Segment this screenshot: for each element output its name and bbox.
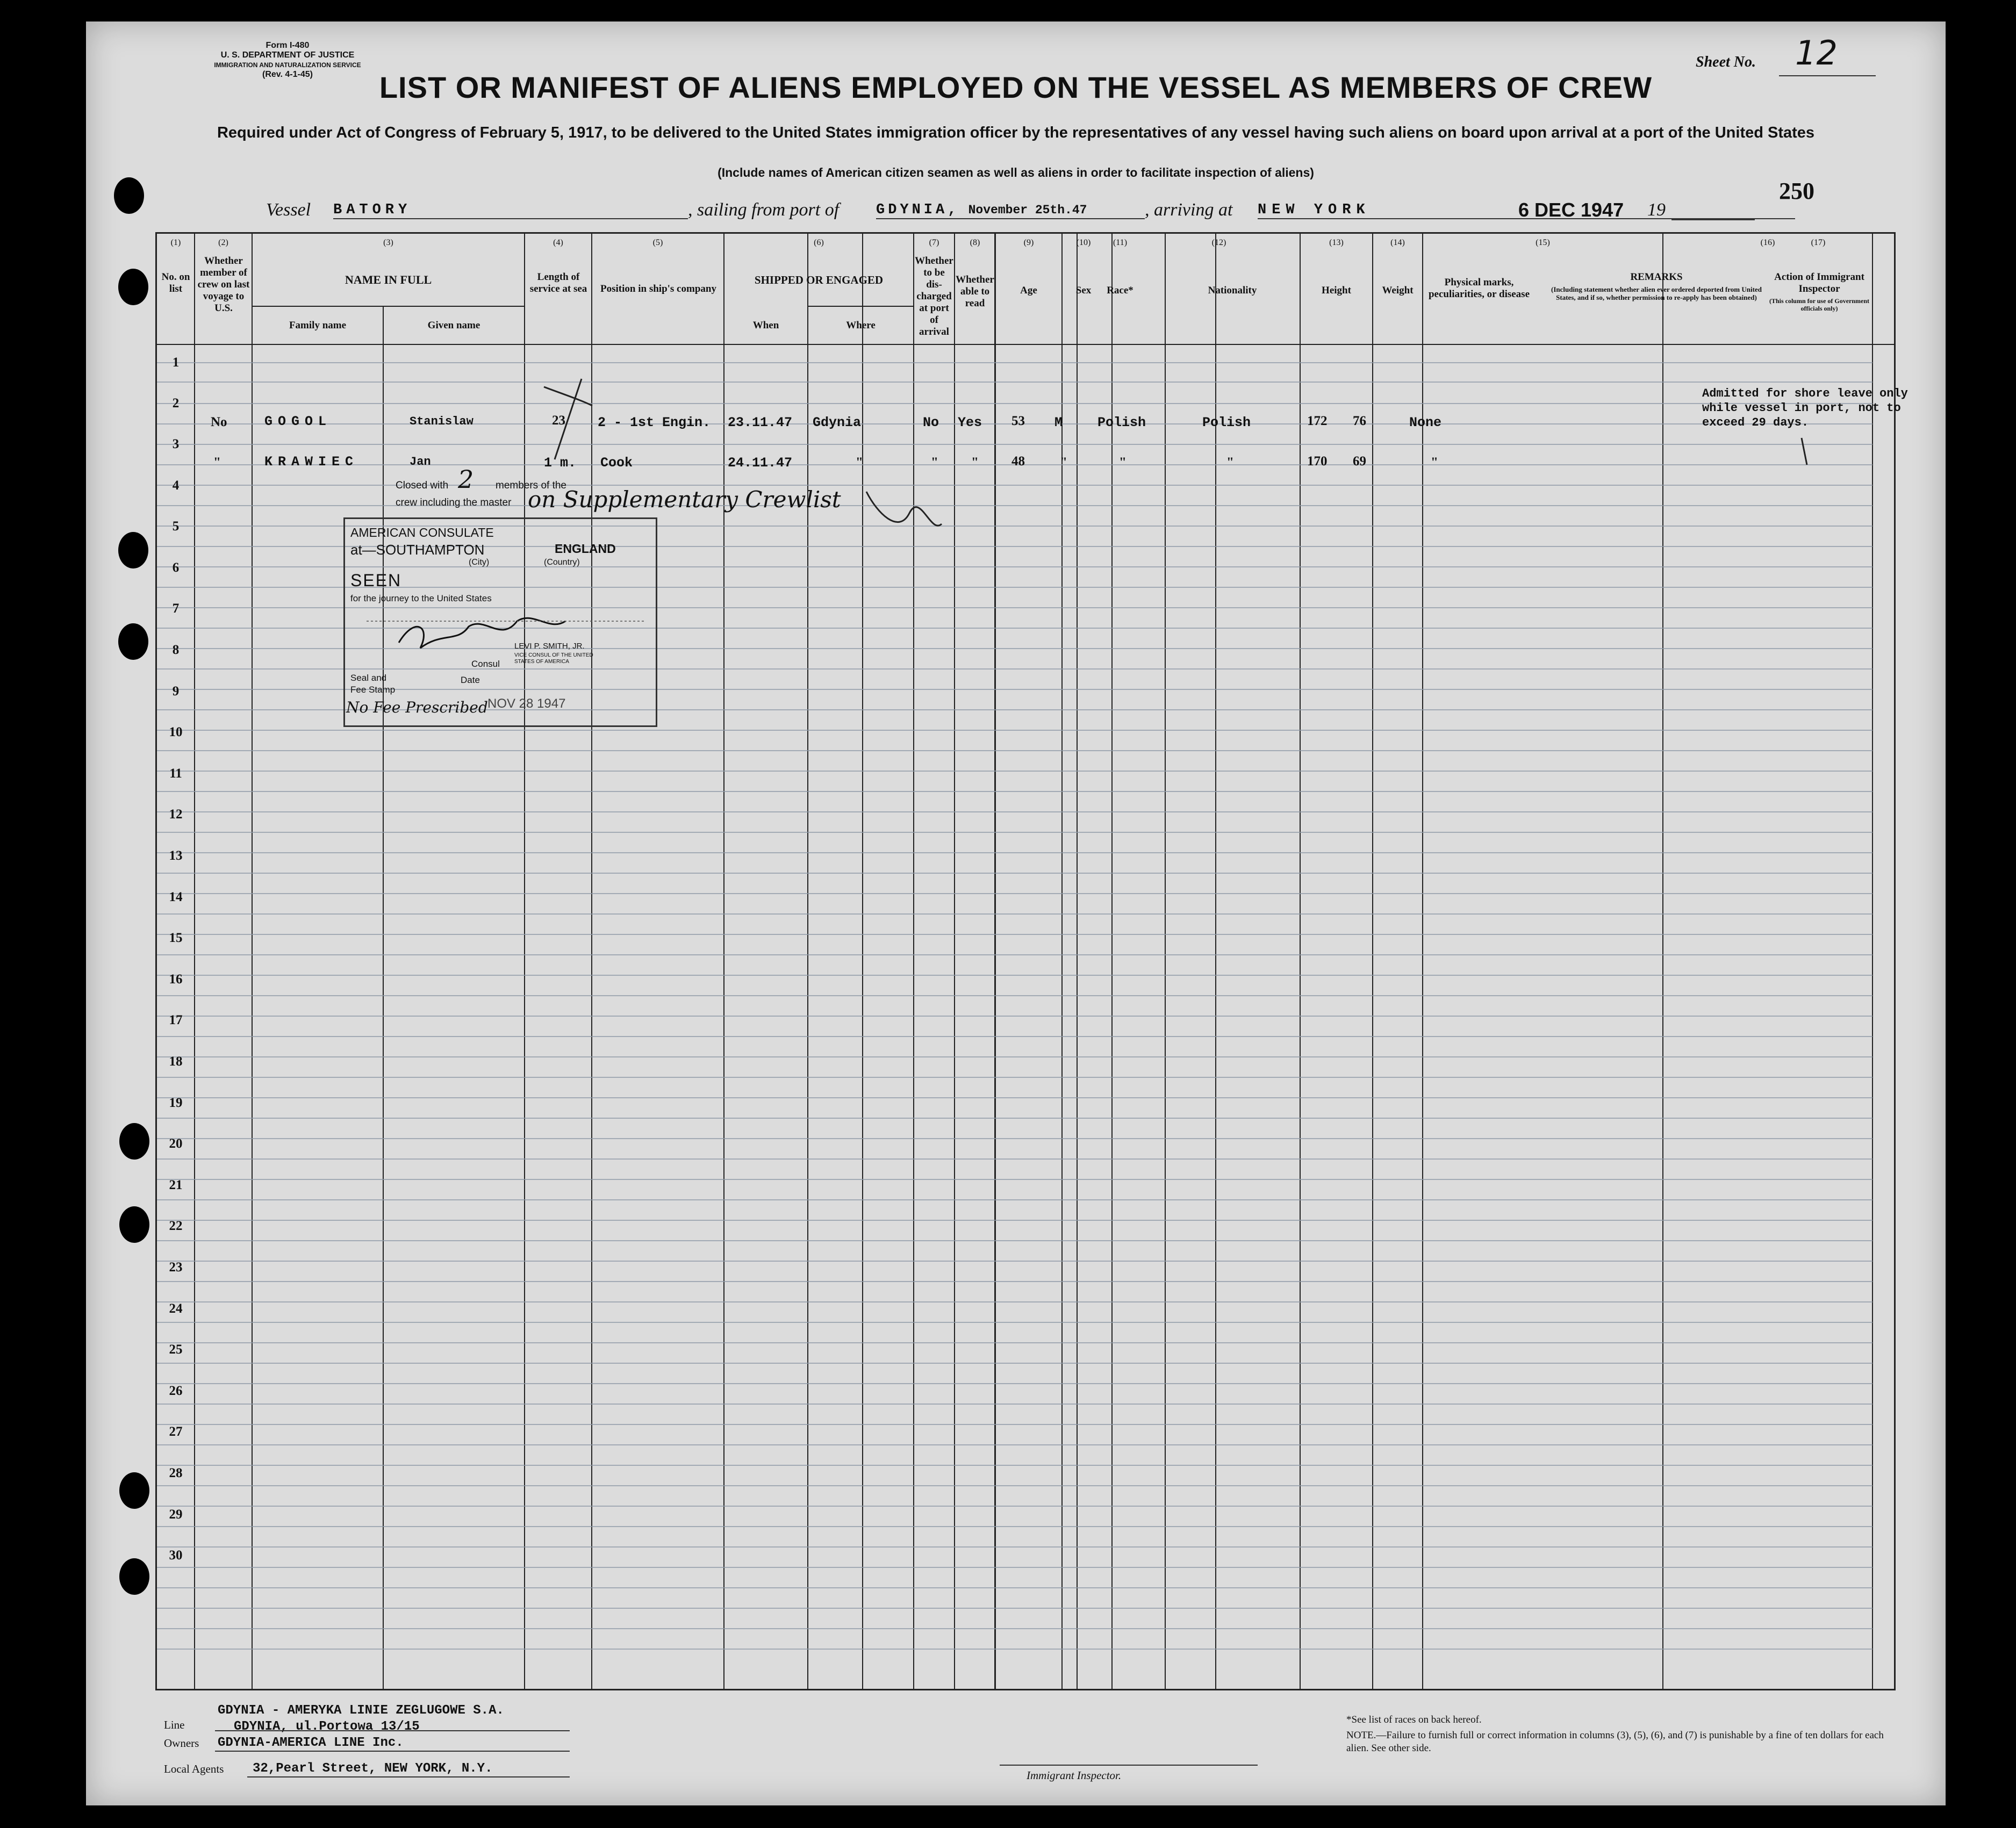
col-header-height: Height	[1322, 285, 1351, 296]
agents-address: 32,Pearl Street, NEW YORK, N.Y.	[253, 1761, 493, 1776]
row1-when: 23.11.47	[728, 415, 793, 430]
col-header-position: Position in ship's company	[600, 283, 716, 294]
stamp-consul-title: VICE CONSUL OF THE UNITED STATES OF AMERICA	[514, 652, 593, 665]
row2-marks: "	[1431, 455, 1438, 470]
col-header-when: When	[752, 320, 779, 331]
row2-sex: "	[1060, 455, 1067, 470]
owners-label: Owners	[164, 1737, 199, 1750]
col-header-where: Where	[846, 320, 876, 331]
row-number: 3	[172, 437, 180, 451]
stamp-country: ENGLAND	[555, 542, 616, 556]
col-header-sex: Sex	[1075, 285, 1092, 296]
col-header-read: Whether able to read	[956, 274, 994, 309]
col-number: (2)	[218, 238, 228, 247]
row-number: 27	[169, 1424, 183, 1439]
row2-service: 1 m.	[544, 455, 577, 471]
col-header-race: Race*	[1107, 285, 1133, 296]
col-number: (12)	[1211, 238, 1226, 247]
row-number: 16	[169, 972, 183, 987]
row1-weight: 76	[1353, 414, 1366, 428]
row2-discharged: "	[931, 455, 938, 470]
remarks-line: exceed 29 days.	[1702, 416, 1809, 429]
row1-position: 2 - 1st Engin.	[598, 415, 711, 430]
row1-last-voyage: No	[211, 415, 227, 429]
col-header-weight: Weight	[1382, 285, 1414, 296]
row-number: 25	[169, 1342, 183, 1357]
inspector-label: Immigrant Inspector.	[1027, 1769, 1122, 1782]
row2-read: "	[971, 455, 979, 470]
col-header-discharged: Whether to be dis-charged at port of arrival	[915, 255, 953, 337]
col-number: (13)	[1329, 238, 1344, 247]
sheet-number-label: Sheet No.	[1696, 54, 1756, 70]
port-from-name: GDYNIA,	[876, 202, 960, 218]
row1-age: 53	[1011, 414, 1025, 428]
stamp-journey: for the journey to the United States	[350, 593, 492, 603]
row-number: 8	[172, 643, 180, 657]
line-underline	[215, 1730, 570, 1731]
closing-count: 2	[458, 465, 474, 494]
consul-signature	[345, 519, 656, 725]
row2-position: Cook	[600, 455, 633, 471]
row-number: 9	[172, 684, 180, 699]
row2-last-voyage: "	[213, 455, 221, 470]
fine-note: NOTE.—Failure to furnish full or correct information in columns (3), (5), (6), and (7) is punishable by a fine of ten dollars for each alien. See other side.	[1346, 1730, 1884, 1754]
row-number: 6	[172, 560, 180, 575]
col-number: (16)	[1760, 238, 1775, 247]
agents-underline	[247, 1776, 570, 1777]
row-number: 13	[169, 848, 183, 863]
row2-nationality: "	[1226, 455, 1234, 470]
arrival-date-stamp: 6 DEC 1947	[1518, 199, 1624, 221]
agents-label: Local Agents	[164, 1762, 224, 1775]
row-number: 5	[172, 519, 180, 534]
include-note: (Include names of American citizen seamen as well as aliens in order to facilitate inspection of aliens)	[718, 165, 1314, 179]
closing-handwritten: on Supplementary Crewlist	[528, 486, 841, 513]
row1-sex: M	[1054, 415, 1063, 430]
row-number: 2	[172, 396, 180, 411]
row-number: 15	[169, 931, 183, 945]
punch-hole	[119, 1206, 149, 1243]
row-number: 30	[169, 1548, 183, 1563]
col-header-nationality: Nationality	[1208, 285, 1257, 296]
closing-prefix: Closed with	[396, 480, 449, 491]
col-header-shipped: SHIPPED OR ENGAGED	[754, 274, 884, 286]
row1-service: 23	[552, 413, 565, 428]
col-header-last-voyage: Whether member of crew on last voyage to U.S.	[197, 255, 250, 314]
row-number: 14	[169, 890, 183, 904]
line-address: GDYNIA, ul.Portowa 13/15	[234, 1719, 420, 1734]
consulate-stamp	[343, 517, 657, 727]
race-note: *See list of races on back hereof.	[1346, 1714, 1482, 1725]
row2-given: Jan	[410, 455, 431, 469]
punch-hole	[118, 532, 148, 568]
row1-nationality: Polish	[1202, 415, 1251, 430]
punch-hole	[119, 1472, 149, 1509]
col-header-family: Family name	[289, 320, 347, 331]
row-number: 10	[169, 725, 183, 739]
col-number: (8)	[970, 238, 980, 247]
form-line: Form I-480	[266, 41, 310, 50]
stamp-seen: SEEN	[350, 571, 402, 590]
row2-height: 170	[1307, 454, 1328, 469]
line-label: Line	[164, 1718, 185, 1731]
row-number: 4	[172, 478, 180, 493]
port-from	[876, 202, 1145, 219]
closing-line2: crew including the master	[396, 497, 512, 508]
stamp-seal-label: Seal and	[350, 673, 387, 683]
vessel-label: Vessel	[266, 200, 311, 220]
stamp-city: at—SOUTHAMPTON	[350, 542, 485, 558]
col-number: (6)	[814, 238, 824, 247]
col-header-age: Age	[1020, 285, 1037, 296]
requirement-text: Required under Act of Congress of February 5, 1917, to be delivered to the United States immigration officer by the representatives of any vessel having such aliens on board upon arrival at a port of the United States	[217, 124, 1815, 141]
col-number: (15)	[1536, 238, 1550, 247]
form-line: (Rev. 4-1-45)	[262, 70, 313, 79]
form-line: U. S. DEPARTMENT OF JUSTICE	[220, 51, 355, 60]
stamp-date: NOV 28 1947	[487, 696, 566, 711]
row-number: 11	[169, 766, 182, 781]
punch-hole	[119, 1123, 149, 1160]
stamp-city-label: (City)	[469, 558, 490, 567]
sheet-number: 12	[1795, 33, 1838, 73]
row-number: 26	[169, 1384, 183, 1398]
row2-age: 48	[1011, 454, 1025, 469]
row-number: 1	[172, 355, 180, 370]
col-number: (5)	[652, 238, 663, 247]
col-header-remarks-note: (Including statement whether alien ever ordered deported from United States, and if so, whether permission to re-apply has been obtained)	[1551, 285, 1762, 301]
row-number: 24	[169, 1301, 183, 1316]
row2-weight: 69	[1353, 454, 1366, 469]
col-header-name: NAME IN FULL	[345, 273, 432, 286]
crew-table	[155, 232, 1908, 1690]
row2-when: 24.11.47	[728, 455, 793, 471]
col-number: (7)	[929, 238, 939, 247]
row1-read: Yes	[958, 415, 982, 430]
sailing-date: November 25th.47	[968, 203, 1087, 217]
col-number: (3)	[383, 238, 393, 247]
page-number: 250	[1779, 178, 1814, 204]
row-number: 23	[169, 1260, 183, 1275]
closing-suffix: members of the	[496, 480, 566, 491]
document-title: LIST OR MANIFEST OF ALIENS EMPLOYED ON THE VESSEL AS MEMBERS OF CREW	[379, 70, 1653, 104]
col-number: (11)	[1113, 238, 1128, 247]
col-number: (9)	[1023, 238, 1034, 247]
row1-where: Gdynia	[813, 415, 862, 430]
row1-height: 172	[1307, 414, 1328, 428]
col-header-service: Length of service at sea	[529, 271, 587, 294]
stamp-consul-name: LEVI P. SMITH, JR.	[514, 642, 585, 651]
row1-discharged: No	[923, 415, 939, 430]
punch-hole	[114, 177, 144, 214]
stamp-country-label: (Country)	[544, 558, 580, 567]
arriving-label: , arriving at	[1145, 200, 1233, 220]
year-underline	[1671, 219, 1755, 220]
row1-marks: None	[1409, 415, 1442, 430]
col-number: (10)	[1076, 238, 1091, 247]
row1-family: GOGOL	[264, 414, 332, 429]
remarks-line: while vessel in port, not to	[1702, 401, 1901, 415]
col-number: (1)	[170, 238, 181, 247]
line-name: GDYNIA - AMERYKA LINIE ZEGLUGOWE S.A.	[218, 1703, 504, 1718]
inspector-signature-line	[1000, 1765, 1258, 1766]
stamp-title: AMERICAN CONSULATE	[350, 526, 494, 539]
col-header-physical: Physical marks, peculiarities, or disease	[1428, 277, 1530, 300]
col-header-no: No. on list	[161, 271, 190, 294]
row-number: 18	[169, 1054, 183, 1069]
row2-family: KRAWIEC	[264, 454, 359, 470]
port-to: NEW YORK	[1258, 202, 1795, 219]
form-line: IMMIGRATION AND NATURALIZATION SERVICE	[214, 61, 361, 69]
punch-hole	[119, 1558, 149, 1595]
row2-race: "	[1119, 455, 1127, 470]
col-number: (4)	[553, 238, 563, 247]
row-number: 29	[169, 1507, 183, 1522]
row-number: 19	[169, 1096, 183, 1110]
stamp-date-label: Date	[461, 675, 480, 685]
row1-given: Stanislaw	[410, 415, 473, 428]
col-header-inspector: Action of Immigrant Inspector	[1774, 271, 1864, 294]
col-header-remarks: REMARKS	[1630, 271, 1683, 283]
row-number: 28	[169, 1466, 183, 1480]
row-number: 20	[169, 1136, 183, 1151]
col-header-inspector-note: (This column for use of Government officials only)	[1769, 297, 1870, 312]
stamp-fee-label: Fee Stamp	[350, 685, 396, 695]
sailing-label: , sailing from port of	[688, 200, 840, 220]
punch-hole	[118, 269, 148, 305]
row-number: 17	[169, 1013, 183, 1027]
col-number: (14)	[1390, 238, 1405, 247]
col-header-given: Given name	[427, 320, 480, 331]
row1-race: Polish	[1097, 415, 1146, 430]
row2-where: "	[856, 455, 863, 470]
stamp-fee-note: No Fee Prescribed	[346, 699, 488, 716]
col-number: (17)	[1811, 238, 1826, 247]
row-number: 21	[169, 1178, 183, 1192]
row-number: 22	[169, 1219, 183, 1233]
owners-underline	[215, 1751, 570, 1752]
stamp-consul-label: Consul	[471, 659, 500, 669]
remarks-line: Admitted for shore leave only	[1702, 387, 1908, 400]
vessel-name: BATORY	[333, 202, 688, 219]
punch-hole	[118, 623, 148, 660]
year-label: 19	[1647, 200, 1666, 220]
row-number: 7	[172, 601, 180, 616]
row-number: 12	[169, 807, 183, 822]
owners-name: GDYNIA-AMERICA LINE Inc.	[218, 1736, 404, 1750]
manifest-sheet	[86, 21, 1946, 1805]
